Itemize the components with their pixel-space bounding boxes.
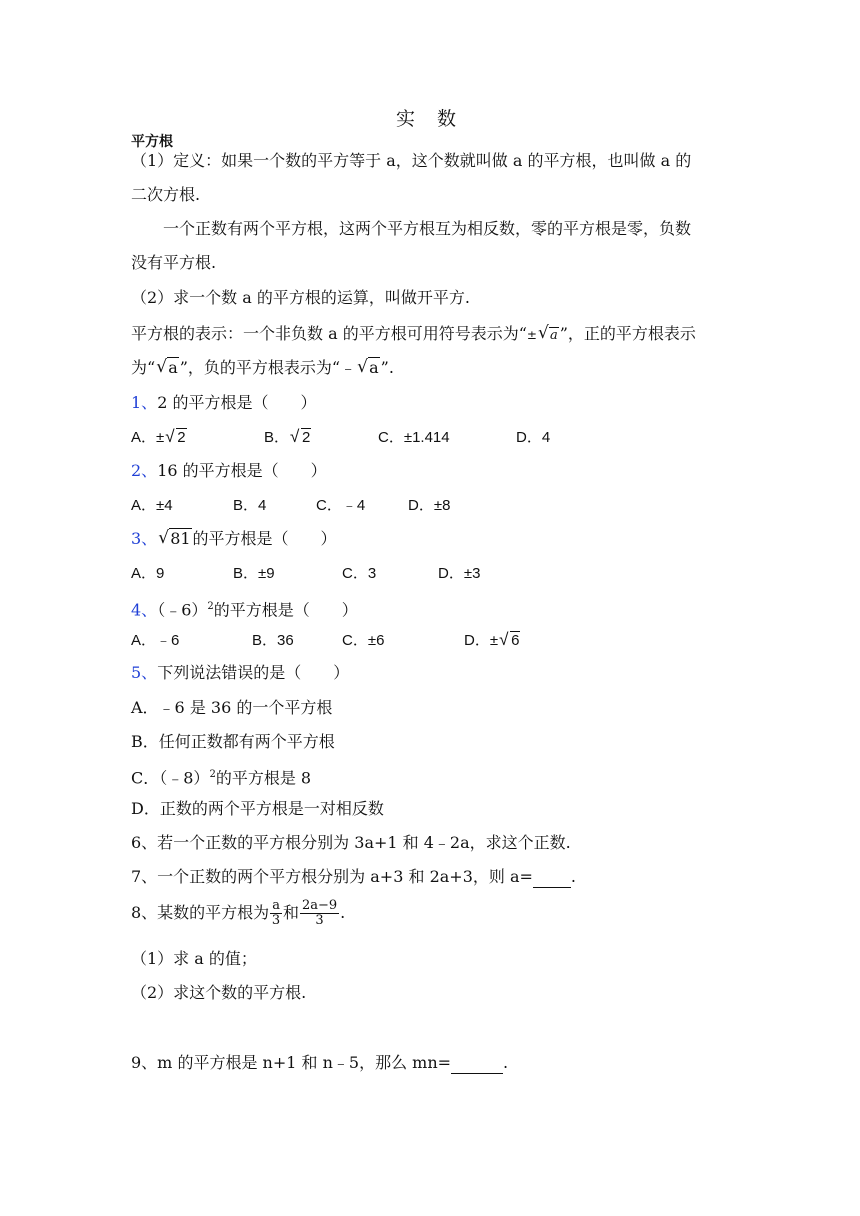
q4-option-a[interactable]: A．﹣6 xyxy=(131,632,180,649)
sqrt-6: √ 6 xyxy=(499,630,520,649)
question-number: 2、 xyxy=(131,461,158,480)
notation-text-2: ”，正的平方根表示 xyxy=(559,324,696,343)
page-title: 实 数 xyxy=(395,108,465,130)
q1-option-c[interactable]: C．±1.414 xyxy=(378,429,450,446)
q4-option-b[interactable]: B．36 xyxy=(252,632,294,649)
question-number: 3、 xyxy=(131,529,158,548)
q2-option-c[interactable]: C．﹣4 xyxy=(316,497,366,514)
q3-option-a[interactable]: A．9 xyxy=(131,565,165,582)
question-3 xyxy=(131,528,337,550)
q3-option-c[interactable]: C．3 xyxy=(342,565,377,582)
question-2 xyxy=(131,460,327,482)
plus-minus-sign: ± xyxy=(526,328,537,342)
sqrt-a: √ a xyxy=(537,323,558,343)
question-stem: 2 的平方根是（ ） xyxy=(157,393,317,412)
q2-option-a[interactable]: A．±4 xyxy=(131,497,173,514)
definition-line-5: （2）求一个数 a 的平方根的运算，叫做开平方. xyxy=(131,288,470,307)
definition-line-1: （1）定义：如果一个数的平方等于 a，这个数就叫做 a 的平方根，也叫做 a 的 xyxy=(131,151,692,170)
q5-option-b[interactable]: B．任何正数都有两个平方根 xyxy=(131,732,335,751)
q2-option-b[interactable]: B．4 xyxy=(233,497,267,514)
question-9: 9、m 的平方根是 n+1 和 n﹣5，那么 mn= . xyxy=(131,1053,509,1072)
section-heading: 平方根 xyxy=(131,134,173,150)
q5-option-c[interactable]: C．（﹣8）$^2$的平方根是 8 xyxy=(131,768,312,788)
q5-option-d[interactable]: D．正数的两个平方根是一对相反数 xyxy=(131,799,384,818)
question-8: 8、某数的平方根为 $\frac{a}{3}$ 和 $\frac{2a-9}{3}$ . xyxy=(131,898,346,928)
answer-blank[interactable] xyxy=(451,1057,503,1074)
question-stem: 的平方根是（ ） xyxy=(213,600,358,620)
question-stem: 的平方根是（ ） xyxy=(192,529,337,548)
question-number: 4、 xyxy=(131,600,158,620)
notation-text: 平方根的表示：一个非负数 a 的平方根可用符号表示为“ xyxy=(131,324,527,343)
sqrt-81: √ 81 xyxy=(158,528,191,548)
question-stem: 16 的平方根是（ ） xyxy=(157,461,327,480)
notation-text-3: 为“ xyxy=(131,358,156,377)
notation-line-1 xyxy=(131,323,696,347)
q1-option-d[interactable]: D．4 xyxy=(516,429,551,446)
fraction-2a-9-over-3: $\frac{2a-9}{3}$ xyxy=(301,898,338,928)
sqrt-a-negative: √ a xyxy=(357,357,379,377)
question-4: 4、（﹣6）$^2$的平方根是（ ） xyxy=(131,600,358,620)
question-number: 1、 xyxy=(131,393,158,412)
q8-part-2: （2）求这个数的平方根. xyxy=(131,983,307,1002)
question-number: 5、 xyxy=(131,663,158,682)
question-stem: 下列说法错误的是（ ） xyxy=(157,663,350,682)
q4-option-c[interactable]: C．±6 xyxy=(342,632,385,649)
answer-blank[interactable] xyxy=(533,871,571,888)
notation-text-5: ”. xyxy=(380,358,394,377)
definition-line-2: 二次方根. xyxy=(131,185,201,204)
definition-line-3: 一个正数有两个平方根，这两个平方根互为相反数，零的平方根是零，负数 xyxy=(163,219,692,238)
question-7: 7、一个正数的两个平方根分别为 a+3 和 2a+3，则 a= . xyxy=(131,867,576,886)
fraction-a-over-3: $\frac{a}{3}$ xyxy=(271,898,281,928)
sqrt-2: √ 2 xyxy=(165,427,186,446)
q2-option-d[interactable]: D．±8 xyxy=(408,497,451,514)
question-5 xyxy=(131,662,349,684)
q8-part-1: （1）求 a 的值； xyxy=(131,949,257,968)
q3-option-b[interactable]: B．±9 xyxy=(233,565,275,582)
q1-option-a[interactable]: A．± √ 2 xyxy=(131,427,188,449)
notation-text-4: ”，负的平方根表示为“﹣ xyxy=(179,358,357,377)
notation-line-2 xyxy=(131,357,394,379)
question-6: 6、若一个正数的平方根分别为 3a+1 和 4﹣2a，求这个正数. xyxy=(131,833,571,852)
q4-option-d[interactable]: D．± √ 6 xyxy=(464,630,521,652)
q3-option-d[interactable]: D．±3 xyxy=(438,565,481,582)
sqrt-a-positive: √ a xyxy=(156,357,178,377)
q1-option-b[interactable]: B． √ 2 xyxy=(264,427,312,449)
sqrt-2: √ 2 xyxy=(290,427,311,446)
definition-line-4: 没有平方根. xyxy=(131,253,217,272)
q5-option-a[interactable]: A．﹣6 是 36 的一个平方根 xyxy=(131,698,333,717)
question-1 xyxy=(131,392,316,414)
